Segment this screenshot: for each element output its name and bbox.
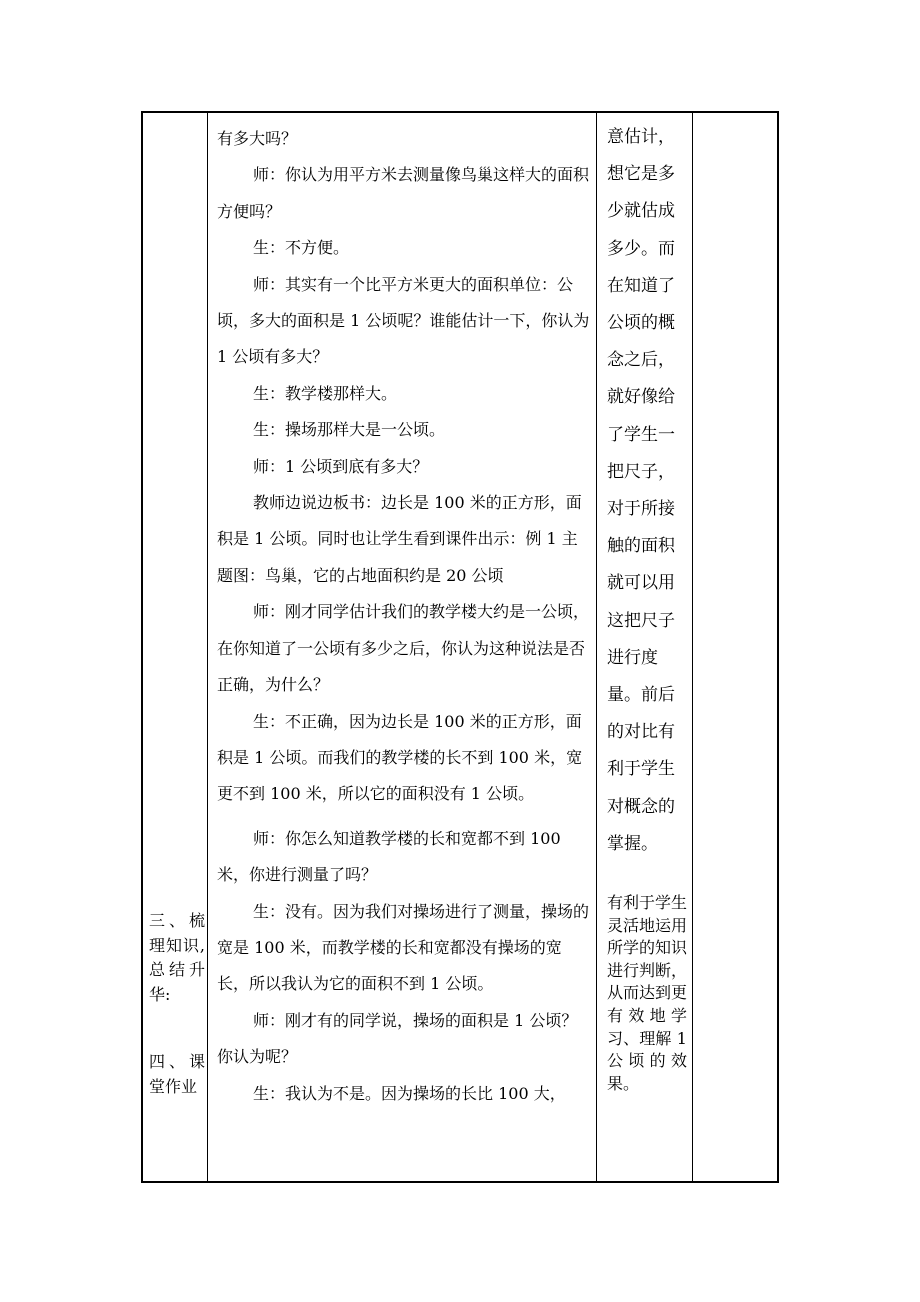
stage-section-4: 四、课堂作业	[149, 1052, 205, 1096]
design-note-2: 有利于学生灵活地运用所学的知识进行判断，从而达到更有效地学习、理解 1 公顷的效果。	[607, 893, 688, 1093]
dialogue-line: 师：你怎么知道教学楼的长和宽都不到 100 米，你进行测量了吗？	[217, 828, 561, 885]
design-note-1: 意估计，想它是多少就估成多少。而在知道了公顷的概念之后，就好像给了学生一把尺子，对于所接触的面积就可以用这把尺子进行度量。前后的对比有利于学生对概念的掌握。	[607, 127, 675, 854]
dialogue-line: 教师边说边板书：边长是 100 米的正方形，面积是 1 公顷。同时也让学生看到课件出示：例 1 主题图：鸟巢，它的占地面积约是 20 公顷	[217, 493, 582, 585]
design-intent-column	[599, 113, 694, 1181]
dialogue-line: 生：操场那样大是一公顷。	[253, 420, 446, 440]
dialogue-line: 师：1 公顷到底有多大？	[253, 456, 429, 476]
stage-section-3: 三、梳理知识,总结升华:	[149, 911, 205, 1004]
dialogue-line: 师：刚才有的同学说，操场的面积是 1 公顷？你认为呢？	[217, 1010, 578, 1067]
teaching-process-column	[209, 113, 598, 1181]
dialogue-line: 生：不正确，因为边长是 100 米的正方形，面积是 1 公顷。而我们的教学楼的长不到 100 米，宽更不到 100 米，所以它的面积没有 1 公顷。	[217, 711, 583, 804]
dialogue-line: 生：教学楼那样大。	[253, 383, 398, 403]
dialogue-line: 师：其实有一个比平方米更大的面积单位：公顷，多大的面积是 1 公顷呢？谁能估计一下，你认为 1 公顷有多大？	[217, 274, 590, 367]
dialogue-line: 师：你认为用平方米去测量像鸟巢这样大的面积方便吗？	[217, 165, 590, 221]
dialogue-line: 师：刚才同学估计我们的教学楼大约是一公顷，在你知道了一公顷有多少之后，你认为这种说法是否正确，为什么？	[217, 602, 590, 695]
dialogue-line: 生：我认为不是。因为操场的长比 100 大，	[253, 1083, 566, 1103]
lesson-plan-table	[141, 111, 779, 1183]
dialogue-line: 生：不方便。	[253, 238, 350, 258]
stage-column	[143, 113, 209, 1181]
dialogue-line: 有多大吗？	[217, 129, 298, 148]
dialogue-line: 生：没有。因为我们对操场进行了测量，操场的宽是 100 米，而教学楼的长和宽都没有操场的宽长，所以我认为它的面积不到 1 公顷。	[217, 901, 590, 994]
